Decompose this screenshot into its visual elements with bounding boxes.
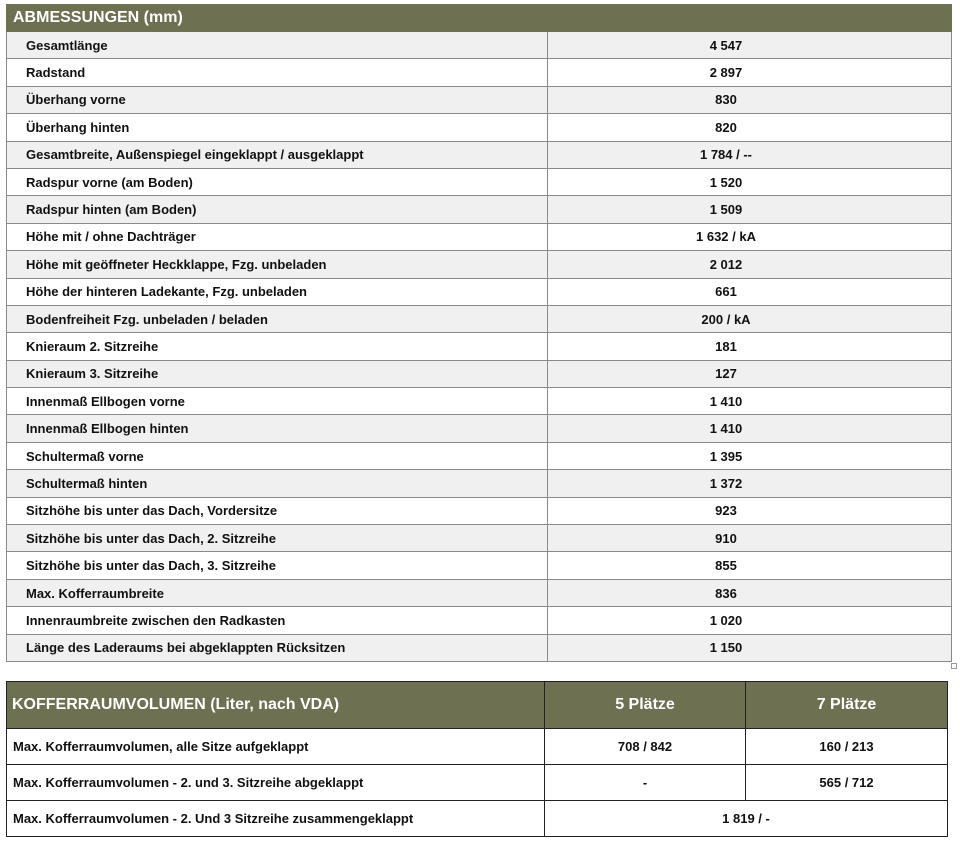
dimensions-header-row — [7, 5, 952, 32]
dimension-label: Radstand — [7, 59, 548, 86]
dimension-value: 1 372 — [548, 470, 952, 497]
table-row — [7, 729, 948, 765]
dimension-value: 1 410 — [548, 388, 952, 415]
dimension-label: Knieraum 3. Sitzreihe — [7, 360, 548, 387]
table-row — [7, 415, 952, 442]
dimension-label: Höhe der hinteren Ladekante, Fzg. unbeladen — [7, 278, 548, 305]
dimension-value: 661 — [548, 278, 952, 305]
dimension-label: Max. Kofferraumbreite — [7, 579, 548, 606]
dimension-label: Sitzhöhe bis unter das Dach, 2. Sitzreihe — [7, 525, 548, 552]
table-row — [7, 141, 952, 168]
dimension-value: 910 — [548, 525, 952, 552]
trunk-header-row — [7, 682, 948, 729]
dimension-label: Innenmaß Ellbogen hinten — [7, 415, 548, 442]
trunk-row-label: Max. Kofferraumvolumen - 2. und 3. Sitzreihe abgeklappt — [7, 765, 545, 801]
trunk-row-label: Max. Kofferraumvolumen, alle Sitze aufgeklappt — [7, 729, 545, 765]
dimension-label: Sitzhöhe bis unter das Dach, Vordersitze — [7, 497, 548, 524]
dimension-label: Knieraum 2. Sitzreihe — [7, 333, 548, 360]
dimension-value: 1 020 — [548, 607, 952, 634]
dimension-value: 855 — [548, 552, 952, 579]
dimension-label: Bodenfreiheit Fzg. unbeladen / beladen — [7, 305, 548, 332]
table-row — [7, 114, 952, 141]
table-row — [7, 525, 952, 552]
table-row — [7, 32, 952, 59]
dimension-value: 836 — [548, 579, 952, 606]
table-row — [7, 607, 952, 634]
dimensions-header-empty — [548, 5, 952, 32]
dimension-value: 1 632 / kA — [548, 223, 952, 250]
trunk-value-7: 565 / 712 — [746, 765, 948, 801]
dimension-value: 1 520 — [548, 168, 952, 195]
dimension-label: Höhe mit geöffneter Heckklappe, Fzg. unbeladen — [7, 251, 548, 278]
dimension-label: Höhe mit / ohne Dachträger — [7, 223, 548, 250]
table-row — [7, 765, 948, 801]
table-row — [7, 86, 952, 113]
dimension-value: 1 509 — [548, 196, 952, 223]
table-row — [7, 59, 952, 86]
dimension-value: 4 547 — [548, 32, 952, 59]
trunk-col-7-seats: 7 Plätze — [746, 682, 948, 729]
dimension-label: Gesamtbreite, Außenspiegel eingeklappt / ausgeklappt — [7, 141, 548, 168]
dimensions-table — [6, 4, 952, 662]
dimension-value: 200 / kA — [548, 305, 952, 332]
table-row — [7, 497, 952, 524]
dimension-label: Schultermaß vorne — [7, 442, 548, 469]
table-resize-handle[interactable] — [951, 663, 957, 669]
table-row — [7, 168, 952, 195]
dimension-value: 923 — [548, 497, 952, 524]
table-row — [7, 579, 952, 606]
dimension-label: Innenmaß Ellbogen vorne — [7, 388, 548, 415]
trunk-value-5: - — [545, 765, 746, 801]
dimension-label: Überhang vorne — [7, 86, 548, 113]
dimension-value: 127 — [548, 360, 952, 387]
table-row — [7, 634, 952, 661]
dimension-value: 1 395 — [548, 442, 952, 469]
dimension-label: Radspur hinten (am Boden) — [7, 196, 548, 223]
trunk-value-5: 708 / 842 — [545, 729, 746, 765]
dimension-label: Gesamtlänge — [7, 32, 548, 59]
trunk-volume-table — [6, 681, 948, 837]
table-row — [7, 801, 948, 837]
table-row — [7, 470, 952, 497]
table-row — [7, 223, 952, 250]
table-row — [7, 552, 952, 579]
dimension-label: Sitzhöhe bis unter das Dach, 3. Sitzreihe — [7, 552, 548, 579]
table-row — [7, 251, 952, 278]
trunk-title: KOFFERRAUMVOLUMEN (Liter, nach VDA) — [7, 682, 545, 729]
dimension-value: 1 410 — [548, 415, 952, 442]
dimensions-title: ABMESSUNGEN (mm) — [7, 5, 548, 32]
table-row — [7, 388, 952, 415]
dimension-label: Überhang hinten — [7, 114, 548, 141]
dimension-value: 2 897 — [548, 59, 952, 86]
trunk-value-merged: 1 819 / - — [545, 801, 948, 837]
dimension-value: 1 150 — [548, 634, 952, 661]
dimension-value: 830 — [548, 86, 952, 113]
trunk-row-label: Max. Kofferraumvolumen - 2. Und 3 Sitzreihe zusammengeklappt — [7, 801, 545, 837]
dimension-value: 1 784 / -- — [548, 141, 952, 168]
table-row — [7, 360, 952, 387]
dimension-label: Länge des Laderaums bei abgeklappten Rücksitzen — [7, 634, 548, 661]
trunk-col-5-seats: 5 Plätze — [545, 682, 746, 729]
dimension-value: 181 — [548, 333, 952, 360]
table-row — [7, 305, 952, 332]
dimension-label: Schultermaß hinten — [7, 470, 548, 497]
dimension-value: 820 — [548, 114, 952, 141]
table-row — [7, 442, 952, 469]
table-row — [7, 196, 952, 223]
table-row — [7, 278, 952, 305]
dimension-value: 2 012 — [548, 251, 952, 278]
trunk-value-7: 160 / 213 — [746, 729, 948, 765]
table-row — [7, 333, 952, 360]
dimension-label: Innenraumbreite zwischen den Radkasten — [7, 607, 548, 634]
dimension-label: Radspur vorne (am Boden) — [7, 168, 548, 195]
